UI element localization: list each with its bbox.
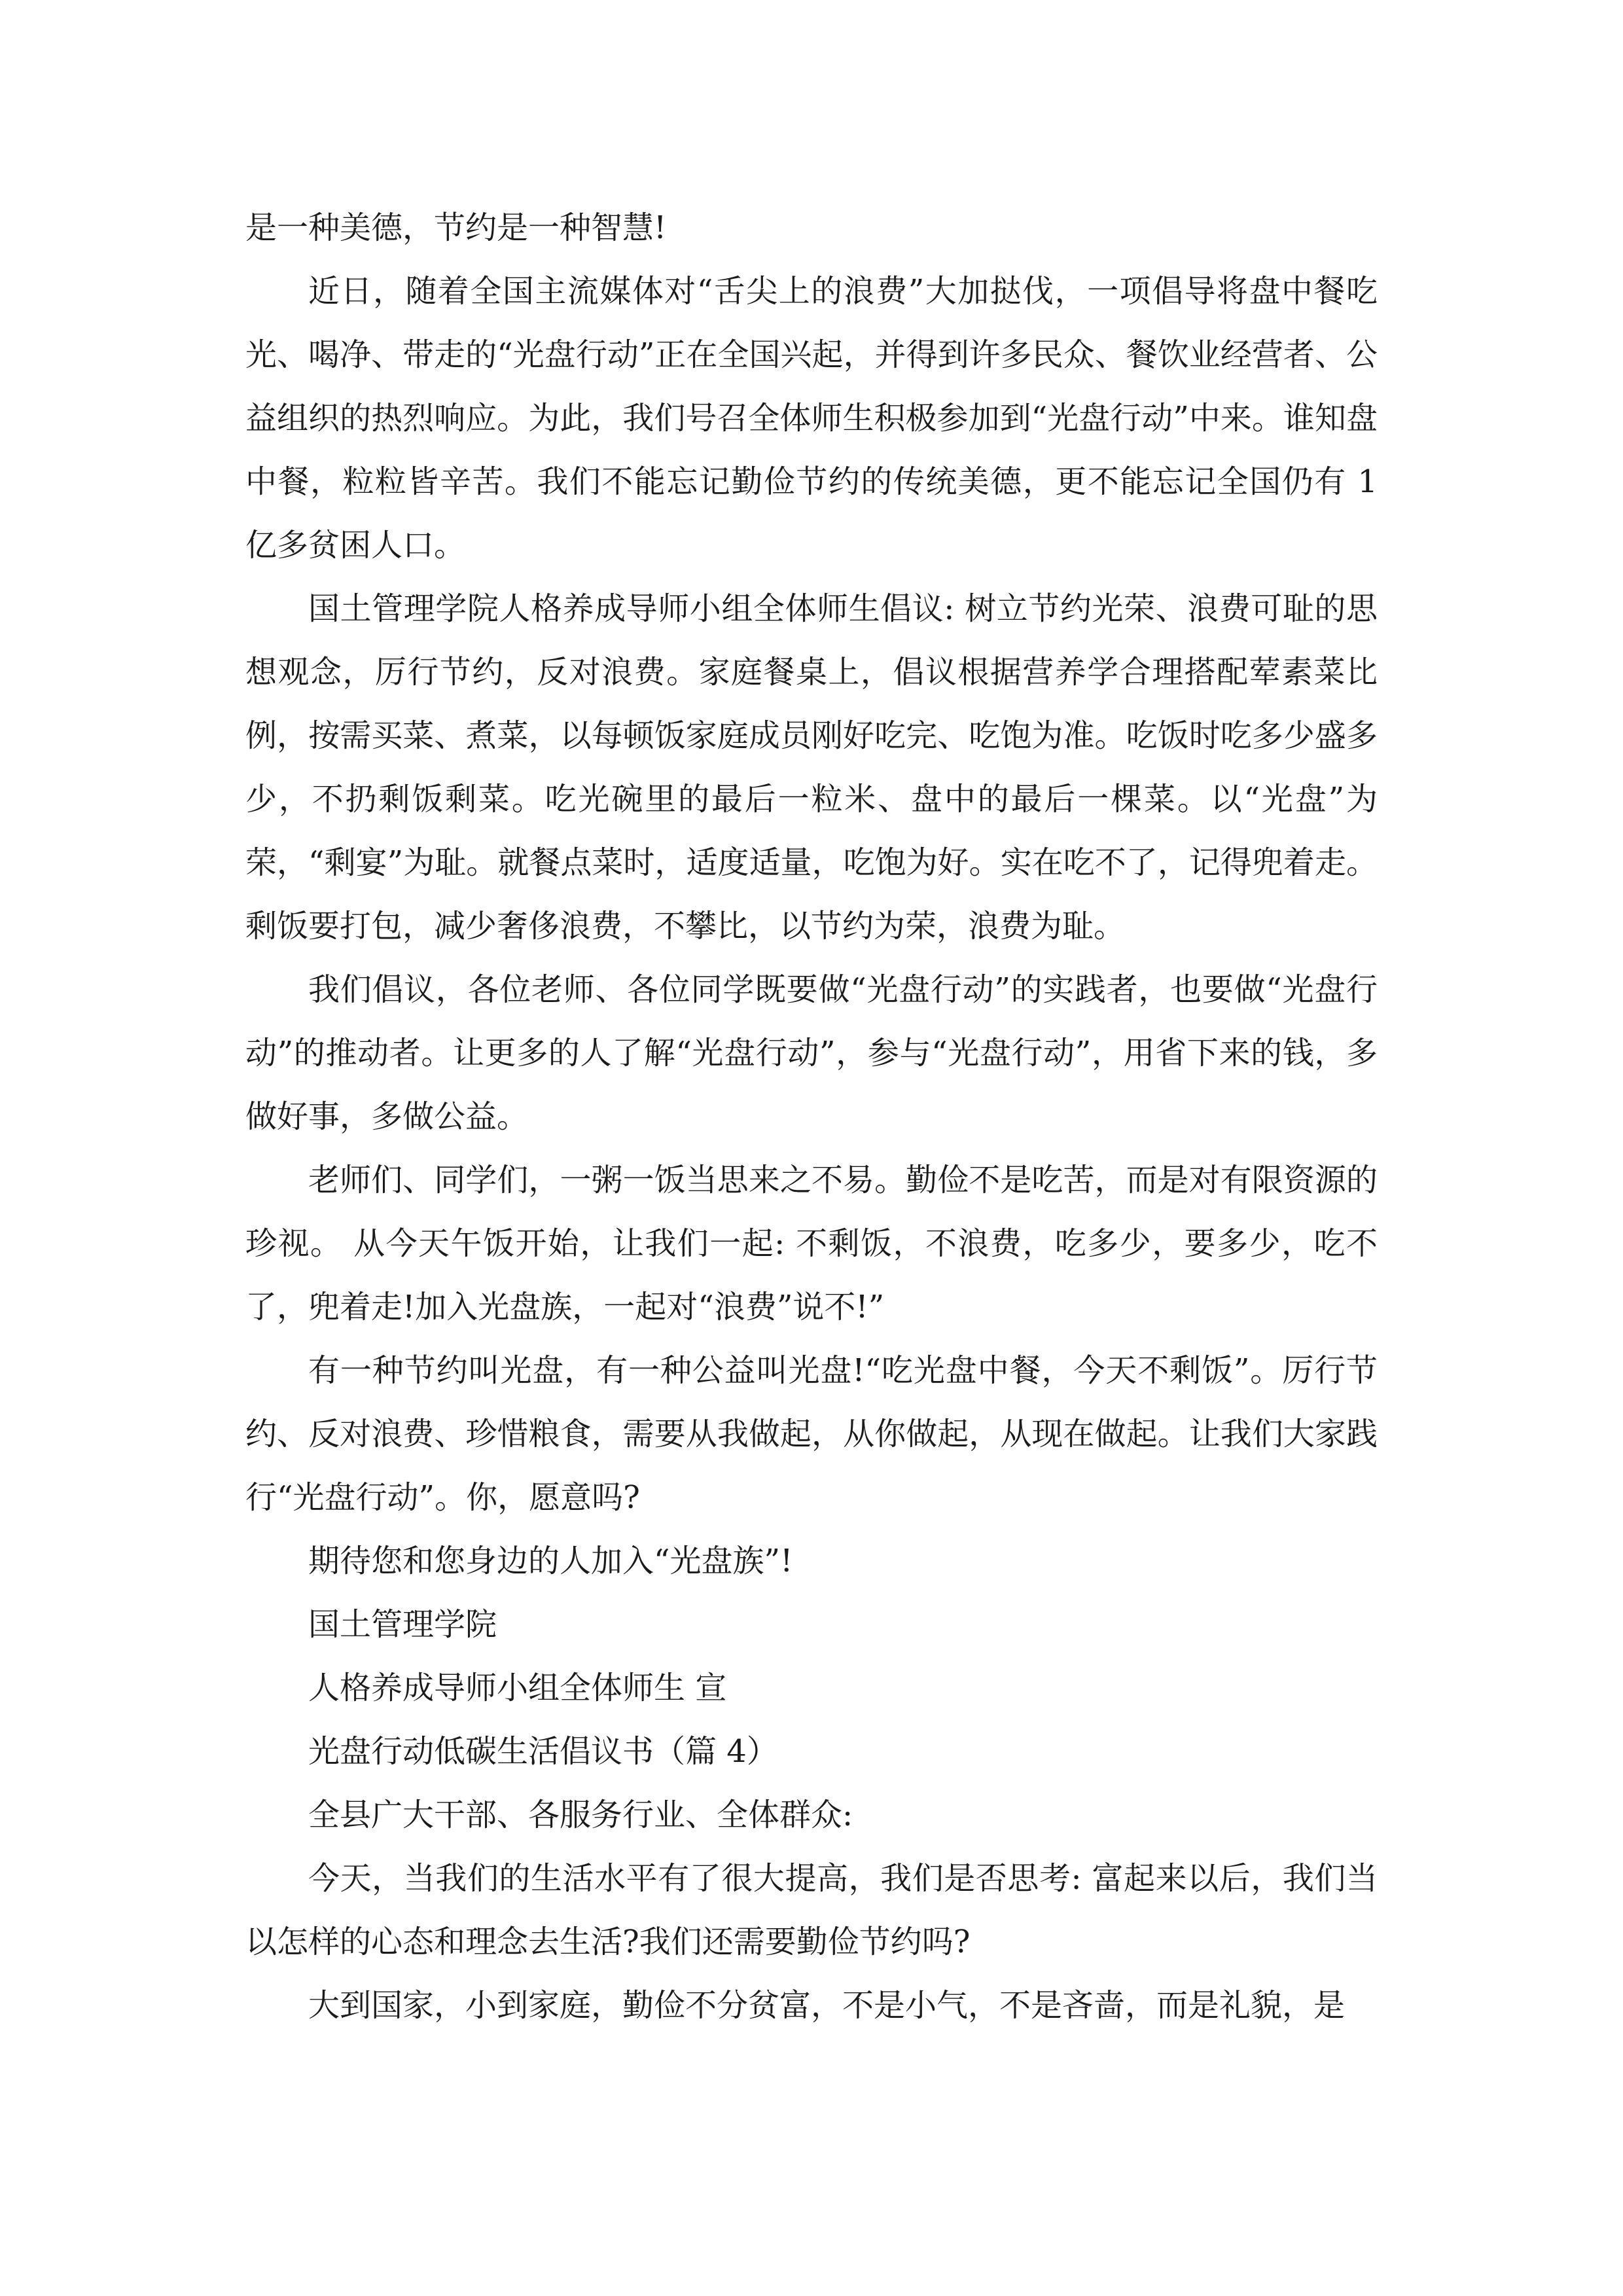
document-body xyxy=(245,196,1378,2037)
signature-institution: 国土管理学院 xyxy=(308,1606,497,1643)
paragraph-appeal: 我们倡议，各位老师、各位同学既要做“光盘行动”的实践者，也要做“光盘行动”的推动者。让更多的人了解“光盘行动”，参与“光盘行动”，用省下来的钱，多做好事，多做公益。 xyxy=(245,971,1378,1135)
signature-group: 人格养成导师小组全体师生 宣 xyxy=(308,1670,727,1706)
paragraph-call-to-action: 老师们、同学们，一粥一饭当思来之不易。勤俭不是吃苦，而是对有限资源的珍视。 从今天午饭开始，让我们一起: 不剩饭，不浪费，吃多少，要多少，吃不了，兜着走!加入光盘族，一起对“浪费”说不!” xyxy=(245,1162,1378,1325)
section-title: 光盘行动低碳生活倡议书（篇 4） xyxy=(308,1733,778,1770)
salutation: 全县广大干部、各服务行业、全体群众: xyxy=(308,1797,853,1833)
paragraph-continuation: 是一种美德，节约是一种智慧! xyxy=(245,209,667,246)
paragraph-question: 今天，当我们的生活水平有了很大提高，我们是否思考: 富起来以后，我们当以怎样的心态和理念去生活?我们还需要勤俭节约吗? xyxy=(245,1860,1378,1960)
paragraph-frugality: 大到国家，小到家庭，勤俭不分贫富，不是小气，不是吝啬，而是礼貌，是 xyxy=(308,1987,1346,2024)
paragraph-slogan: 有一种节约叫光盘，有一种公益叫光盘!“吃光盘中餐，今天不剩饭”。厉行节约、反对浪费、珍惜粮食，需要从我做起，从你做起，从现在做起。让我们大家践行“光盘行动”。你，愿意吗? xyxy=(245,1352,1378,1516)
paragraph-intro: 近日，随着全国主流媒体对“舌尖上的浪费”大加挞伐，一项倡导将盘中餐吃光、喝净、带走的“光盘行动”正在全国兴起，并得到许多民众、餐饮业经营者、公益组织的热烈响应。为此，我们号召全体师生积极参加到“光盘行动”中来。谁知盘中餐，粒粒皆辛苦。我们不能忘记勤俭节约的传统美德，更不能忘记全国仍有 1 亿多贫困人口。 xyxy=(245,273,1378,564)
paragraph-proposal: 国土管理学院人格养成导师小组全体师生倡议: 树立节约光荣、浪费可耻的思想观念，厉行节约，反对浪费。家庭餐桌上，倡议根据营养学合理搭配荤素菜比例，按需买菜、煮菜，以每顿饭家庭成员刚好吃完、吃饱为准。吃饭时吃多少盛多少，不扔剩饭剩菜。吃光碗里的最后一粒米、盘中的最后一棵菜。以“光盘”为荣，“剩宴”为耻。就餐点菜时，适度适量，吃饱为好。实在吃不了，记得兜着走。剩饭要打包，减少奢侈浪费，不攀比，以节约为荣，浪费为耻。 xyxy=(245,590,1378,944)
paragraph-closing: 期待您和您身边的人加入“光盘族”! xyxy=(308,1543,793,1579)
